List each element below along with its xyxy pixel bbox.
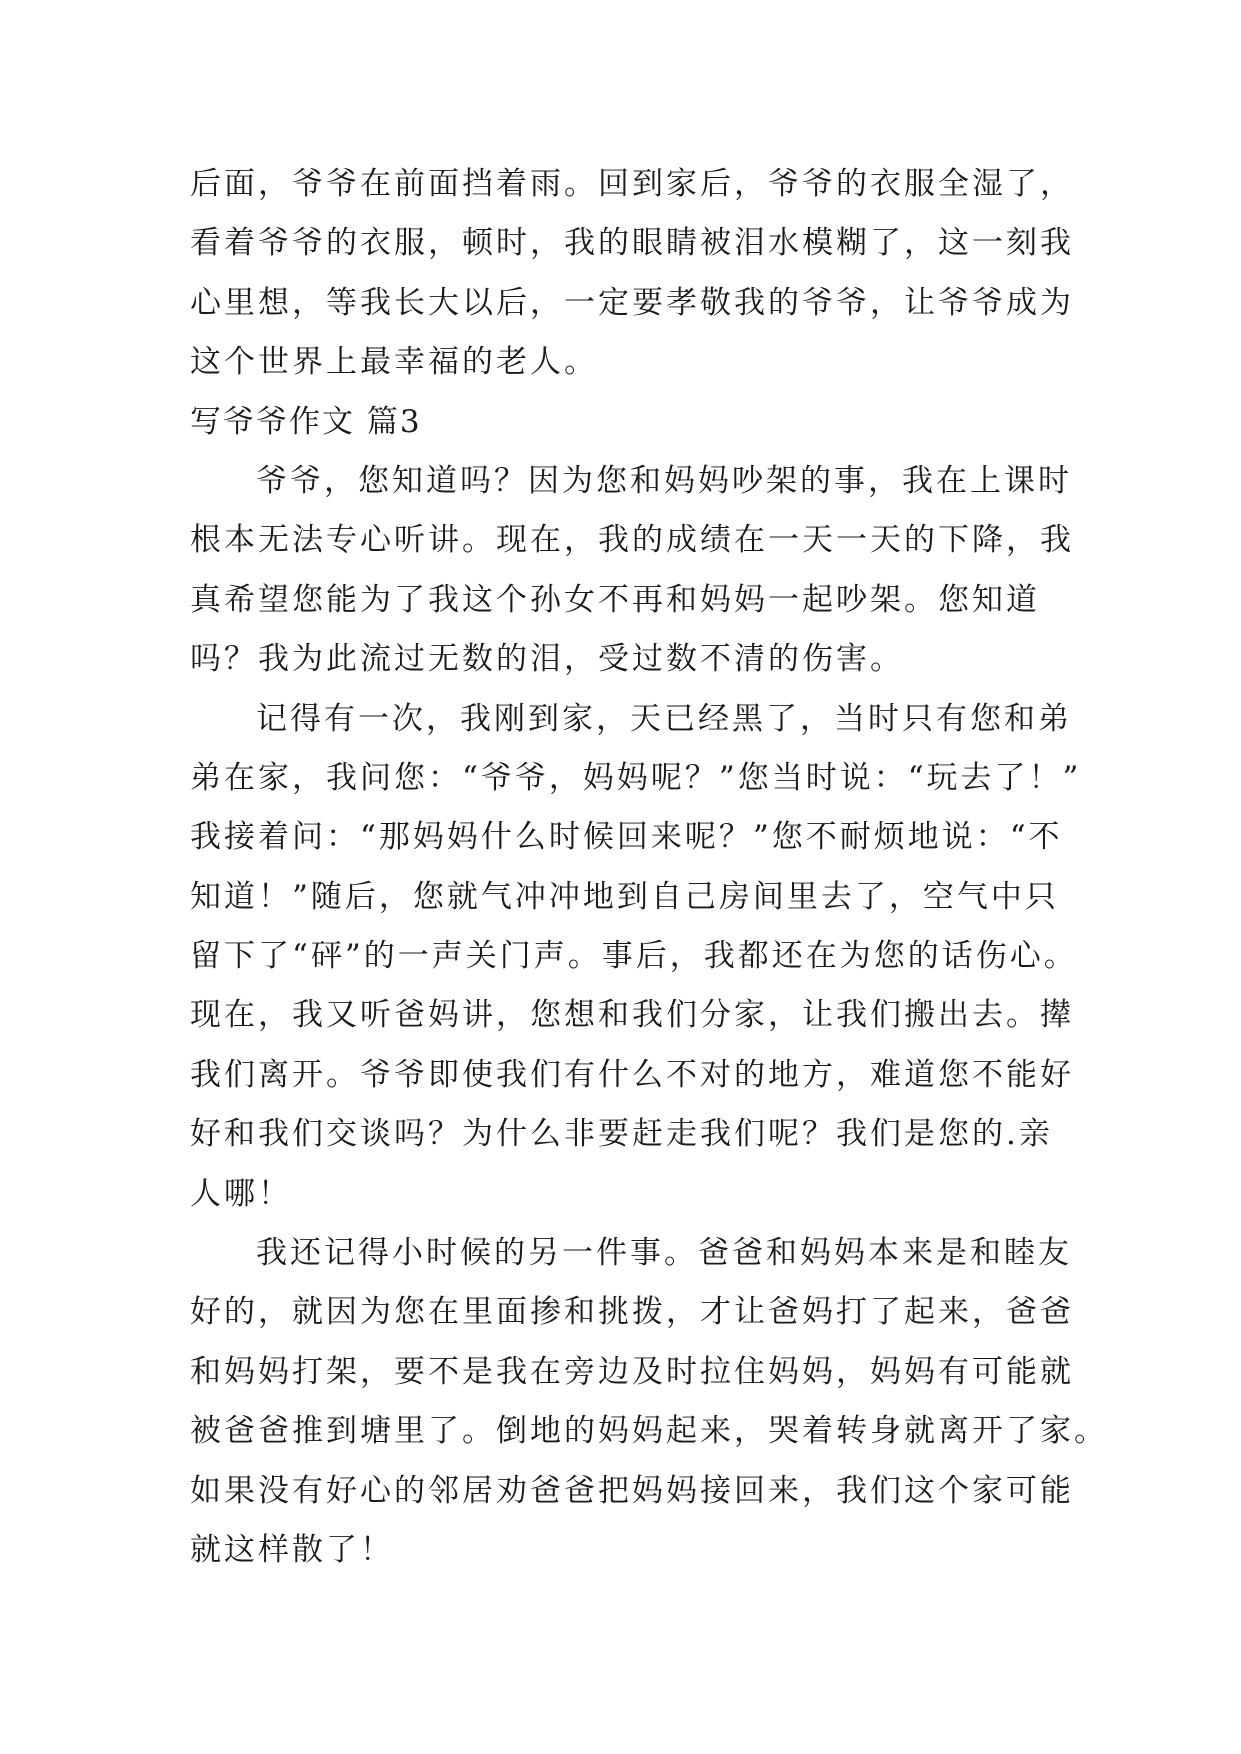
text-line: 我接着问：“那妈妈什么时候回来呢？”您不耐烦地说：“不 [190, 819, 1063, 856]
text-line: 心里想，等我长大以后，一定要孝敬我的爷爷，让爷爷成为 [190, 284, 1074, 321]
text-line: 真希望您能为了我这个孙女不再和妈妈一起吵架。您知道 [190, 581, 1040, 618]
text-line: 知道！”随后，您就气冲冲地到自己房间里去了，空气中只 [190, 878, 1059, 915]
text-line: 这个世界上最幸福的老人。 [190, 344, 598, 381]
text-line: 看着爷爷的衣服，顿时，我的眼睛被泪水模糊了，这一刻我 [190, 225, 1074, 262]
text-line: 弟在家，我问您：“爷爷，妈妈呢？”您当时说：“玩去了！” [190, 759, 1082, 796]
paragraph-first-line: 我还记得小时候的另一件事。爸爸和妈妈本来是和睦友 [256, 1235, 1072, 1272]
paragraph-first-line: 爷爷，您知道吗？因为您和妈妈吵架的事，我在上课时 [256, 462, 1072, 499]
text-line: 现在，我又听爸妈讲，您想和我们分家，让我们搬出去。撵 [190, 997, 1074, 1034]
section-heading: 写爷爷作文 篇3 [190, 403, 422, 440]
text-line: 和妈妈打架，要不是我在旁边及时拉住妈妈，妈妈有可能就 [190, 1353, 1074, 1390]
document-body [190, 155, 1108, 1580]
text-line: 被爸爸推到塘里了。倒地的妈妈起来，哭着转身就离开了家。 [190, 1413, 1108, 1450]
text-line: 好的，就因为您在里面掺和挑拨，才让爸妈打了起来，爸爸 [190, 1294, 1074, 1331]
text-line: 好和我们交谈吗？为什么非要赶走我们呢？我们是您的.亲 [190, 1116, 1053, 1153]
text-line: 如果没有好心的邻居劝爸爸把妈妈接回来，我们这个家可能 [190, 1472, 1074, 1509]
text-line: 留下了“砰”的一声关门声。事后，我都还在为您的话伤心。 [190, 938, 1078, 975]
text-line: 人哪！ [190, 1175, 292, 1212]
text-line: 吗？我为此流过无数的泪，受过数不清的伤害。 [190, 641, 904, 678]
text-line: 我们离开。爷爷即使我们有什么不对的地方，难道您不能好 [190, 1056, 1074, 1093]
text-line: 就这样散了！ [190, 1531, 394, 1568]
text-line: 后面，爷爷在前面挡着雨。回到家后，爷爷的衣服全湿了， [190, 166, 1074, 202]
text-line: 根本无法专心听讲。现在，我的成绩在一天一天的下降，我 [190, 522, 1074, 559]
paragraph-first-line: 记得有一次，我刚到家，天已经黑了，当时只有您和弟 [256, 700, 1072, 737]
